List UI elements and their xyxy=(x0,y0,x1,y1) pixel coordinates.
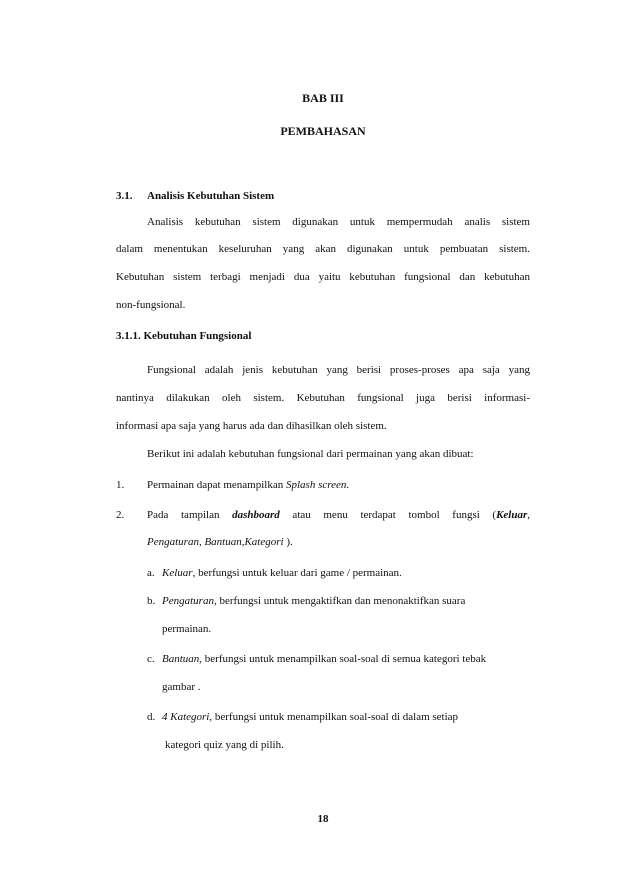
list-item-continuation: Pengaturan, Bantuan,Kategori ). xyxy=(147,536,293,548)
paragraph-line: Fungsional adalah jenis kebutuhan yang berisi proses-proses apa saja yang xyxy=(147,364,530,376)
section-heading: Analisis Kebutuhan Sistem xyxy=(147,190,275,202)
paragraph-line: dalam menentukan keseluruhan yang akan digunakan untuk pembuatan sistem. xyxy=(116,243,530,255)
list-intro: Berikut ini adalah kebutuhan fungsional dari permainan yang akan dibuat: xyxy=(147,448,474,460)
sublist-item: 4 Kategori, berfungsi untuk menampilkan soal-soal di dalam setiap xyxy=(162,711,459,723)
sublist-item-continuation: kategori quiz yang di pilih. xyxy=(165,739,284,751)
sublist-letter: c. xyxy=(147,653,155,665)
sublist-item-continuation: gambar . xyxy=(162,681,201,693)
sublist-letter: b. xyxy=(147,595,156,607)
paragraph-line: Analisis kebutuhan sistem digunakan untuk mempermudah analis sistem xyxy=(147,216,530,228)
sublist-item: Pengaturan, berfungsi untuk mengaktifkan dan menonaktifkan suara xyxy=(162,595,466,607)
paragraph-line: non-fungsional. xyxy=(116,299,186,311)
chapter-title: PEMBAHASAN xyxy=(280,124,366,138)
paragraph-line: informasi apa saja yang harus ada dan dihasilkan oleh sistem. xyxy=(116,420,387,432)
subsection-heading: 3.1.1. Kebutuhan Fungsional xyxy=(116,330,252,342)
list-number: 1. xyxy=(116,479,125,491)
paragraph-line: Kebutuhan sistem terbagi menjadi dua yaitu kebutuhan fungsional dan kebutuhan xyxy=(116,271,530,283)
section-number: 3.1. xyxy=(116,190,133,202)
page-number: 18 xyxy=(317,813,329,825)
chapter-label: BAB III xyxy=(302,91,344,105)
list-item: Pada tampilan dashboard atau menu terdapat tombol fungsi (Keluar, xyxy=(147,509,531,521)
paragraph-line: nantinya dilakukan oleh sistem. Kebutuhan fungsional juga berisi informasi- xyxy=(116,392,530,404)
sublist-item: Keluar, berfungsi untuk keluar dari game / permainan. xyxy=(162,567,402,579)
sublist-letter: d. xyxy=(147,711,156,723)
sublist-item-continuation: permainan. xyxy=(162,623,212,635)
sublist-item: Bantuan, berfungsi untuk menampilkan soal-soal di semua kategori tebak xyxy=(162,653,487,665)
list-number: 2. xyxy=(116,509,125,521)
list-item: Permainan dapat menampilkan Splash screen. xyxy=(147,479,350,491)
sublist-letter: a. xyxy=(147,567,155,579)
